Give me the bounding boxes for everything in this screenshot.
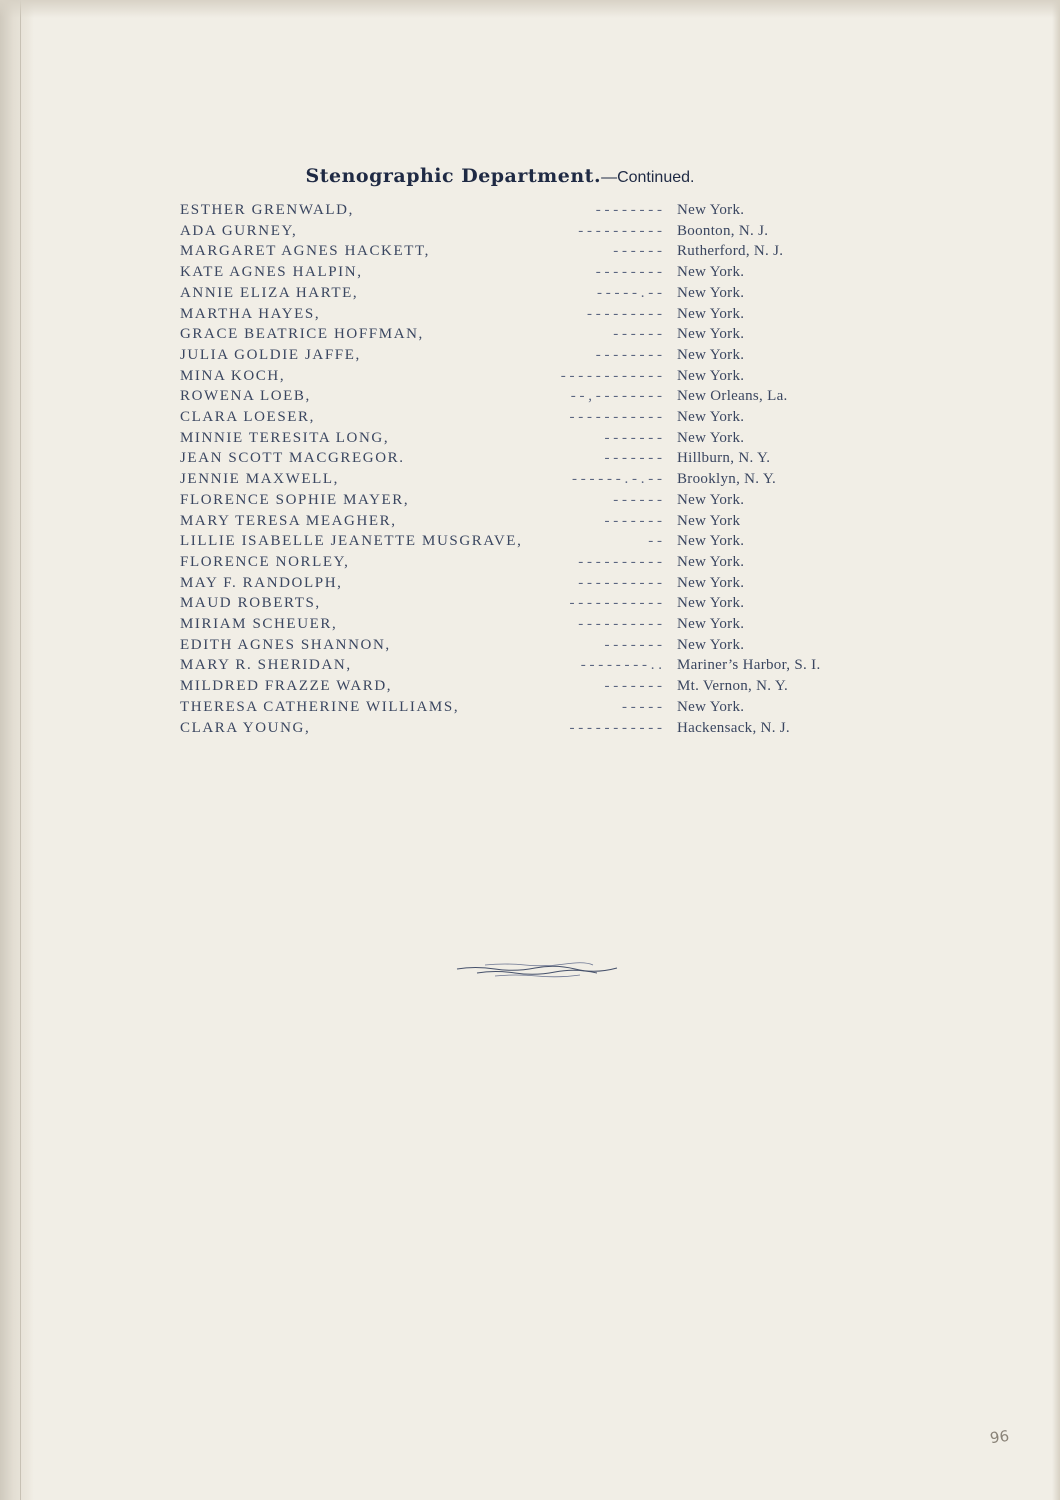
- entry-leader-dots: - - - - - - - -: [595, 264, 662, 281]
- entry-name: MIRIAM SCHEUER,: [180, 616, 338, 632]
- entry-place: New York.: [677, 202, 745, 218]
- entry-leader-dots: - - - - - - - - - -: [578, 553, 662, 570]
- entry-name: MARGARET AGNES HACKETT,: [180, 243, 431, 260]
- entry-name: CLARA YOUNG,: [180, 719, 311, 736]
- list-entry: [180, 718, 880, 738]
- entry-place: Hillburn, N. Y.: [677, 450, 771, 467]
- entry-name: MINNIE TERESITA LONG,: [180, 429, 390, 446]
- entry-name: MAUD ROBERTS,: [180, 595, 321, 612]
- list-entry: [180, 469, 880, 489]
- list-entry: [180, 304, 880, 324]
- entry-place: New York.: [677, 326, 745, 343]
- entry-name: FLORENCE NORLEY,: [180, 553, 350, 570]
- entry-name: MARY R. SHERIDAN,: [180, 657, 352, 674]
- entry-place: New York.: [677, 553, 745, 570]
- entry-name: CLARA LOESER,: [180, 409, 315, 425]
- list-entry: [180, 324, 880, 344]
- list-entry: [180, 262, 880, 282]
- entry-name: ADA GURNEY,: [180, 222, 298, 239]
- entry-name: JULIA GOLDIE JAFFE,: [180, 346, 361, 363]
- list-entry: [180, 511, 880, 531]
- list-entry: [180, 635, 880, 655]
- entry-place: New York.: [677, 367, 745, 384]
- entry-place: New York.: [677, 698, 745, 715]
- entry-place: New York.: [677, 616, 745, 632]
- entry-place: New York.: [677, 491, 745, 508]
- decorative-rule-ornament: [455, 960, 620, 980]
- list-entry: [180, 614, 880, 634]
- entry-place: New York.: [677, 284, 745, 301]
- entry-place: Brooklyn, N. Y.: [677, 471, 777, 488]
- entry-place: New York.: [677, 409, 745, 425]
- entry-leader-dots: - - - - - -: [613, 243, 662, 260]
- entry-leader-dots: - - - - - - -: [604, 429, 662, 446]
- entry-place: New York.: [677, 429, 745, 446]
- entry-name: ESTHER GRENWALD,: [180, 202, 354, 218]
- entry-place: New York: [677, 512, 741, 529]
- entry-name: JENNIE MAXWELL,: [180, 471, 339, 488]
- entry-place: New York.: [677, 636, 745, 653]
- entry-leader-dots: - - - - - - -: [604, 512, 662, 529]
- entry-place: New York.: [677, 533, 745, 550]
- entry-place: New Orleans, La.: [677, 388, 788, 405]
- entry-name: LILLIE ISABELLE JEANETTE MUSGRAVE,: [180, 533, 523, 550]
- list-entry: [180, 490, 880, 510]
- list-entry: [180, 386, 880, 406]
- entry-leader-dots: - - - - - - - - - -: [578, 574, 662, 591]
- entry-leader-dots: - - - - - - - - - - -: [569, 595, 662, 612]
- entry-place: New York.: [677, 346, 745, 363]
- list-entry: [180, 655, 880, 675]
- list-entry: [180, 221, 880, 241]
- list-entry: [180, 241, 880, 261]
- list-entry: [180, 407, 880, 427]
- entry-leader-dots: - - - - - . - -: [597, 284, 662, 301]
- entry-name: MINA KOCH,: [180, 367, 286, 384]
- list-entry: [180, 531, 880, 551]
- list-entry: [180, 448, 880, 468]
- entry-name: GRACE BEATRICE HOFFMAN,: [180, 326, 424, 343]
- entry-place: New York.: [677, 305, 745, 322]
- list-entry: [180, 697, 880, 717]
- list-entry: [180, 345, 880, 365]
- entry-leader-dots: - - - - - - - - - -: [578, 222, 662, 239]
- entry-place: New York.: [677, 574, 745, 591]
- entry-name: EDITH AGNES SHANNON,: [180, 636, 391, 653]
- entry-leader-dots: - - - - - - - - -: [587, 305, 662, 322]
- entry-leader-dots: - - , - - - - - - - -: [570, 388, 662, 405]
- entry-leader-dots: - - - - - - - -: [595, 346, 662, 363]
- entry-name: ROWENA LOEB,: [180, 388, 311, 405]
- entry-name: FLORENCE SOPHIE MAYER,: [180, 491, 410, 508]
- entry-name: KATE AGNES HALPIN,: [180, 264, 363, 281]
- entry-leader-dots: - -: [648, 533, 662, 550]
- entry-leader-dots: - - - - - - - - . .: [580, 657, 662, 674]
- entry-leader-dots: - - - - - -: [613, 326, 662, 343]
- entry-leader-dots: - - - - - - -: [604, 636, 662, 653]
- entry-leader-dots: - - - - -: [622, 698, 662, 715]
- entry-name: MARY TERESA MEAGHER,: [180, 512, 397, 529]
- entry-name: MARTHA HAYES,: [180, 305, 321, 322]
- entry-leader-dots: - - - - - - - - - -: [578, 616, 662, 632]
- entry-leader-dots: - - - - - - . - . - -: [572, 471, 662, 488]
- entry-leader-dots: - - - - - - - -: [595, 202, 662, 218]
- entry-leader-dots: - - - - - - - - - - - -: [560, 367, 662, 384]
- entry-place: Rutherford, N. J.: [677, 243, 784, 260]
- entry-name: THERESA CATHERINE WILLIAMS,: [180, 698, 460, 715]
- list-entry: [180, 200, 880, 220]
- entry-place: Mariner’s Harbor, S. I.: [677, 657, 821, 674]
- entry-place: New York.: [677, 595, 745, 612]
- entry-leader-dots: - - - - - - -: [604, 450, 662, 467]
- list-entry: [180, 676, 880, 696]
- list-entry: [180, 593, 880, 613]
- entry-leader-dots: - - - - - -: [613, 491, 662, 508]
- entry-name: MAY F. RANDOLPH,: [180, 574, 343, 591]
- entry-name: JEAN SCOTT MACGREGOR.: [180, 450, 405, 467]
- list-entry: [180, 552, 880, 572]
- entry-leader-dots: - - - - - - - - - - -: [569, 719, 662, 736]
- list-entry: [180, 428, 880, 448]
- entry-leader-dots: - - - - - - - - - - -: [569, 409, 662, 425]
- list-entry: [180, 366, 880, 386]
- entry-place: Boonton, N. J.: [677, 222, 769, 239]
- heading-suffix: —Continued.: [601, 169, 695, 186]
- heading-title: Stenographic Department.: [305, 165, 602, 187]
- entry-leader-dots: - - - - - - -: [604, 678, 662, 695]
- entry-name: ANNIE ELIZA HARTE,: [180, 284, 359, 301]
- entry-place: Hackensack, N. J.: [677, 719, 790, 736]
- entry-place: Mt. Vernon, N. Y.: [677, 678, 789, 695]
- page-number: 96: [988, 1426, 1011, 1448]
- entry-name: MILDRED FRAZZE WARD,: [180, 678, 393, 695]
- entry-place: New York.: [677, 264, 745, 281]
- list-entry: [180, 573, 880, 593]
- list-entry: [180, 283, 880, 303]
